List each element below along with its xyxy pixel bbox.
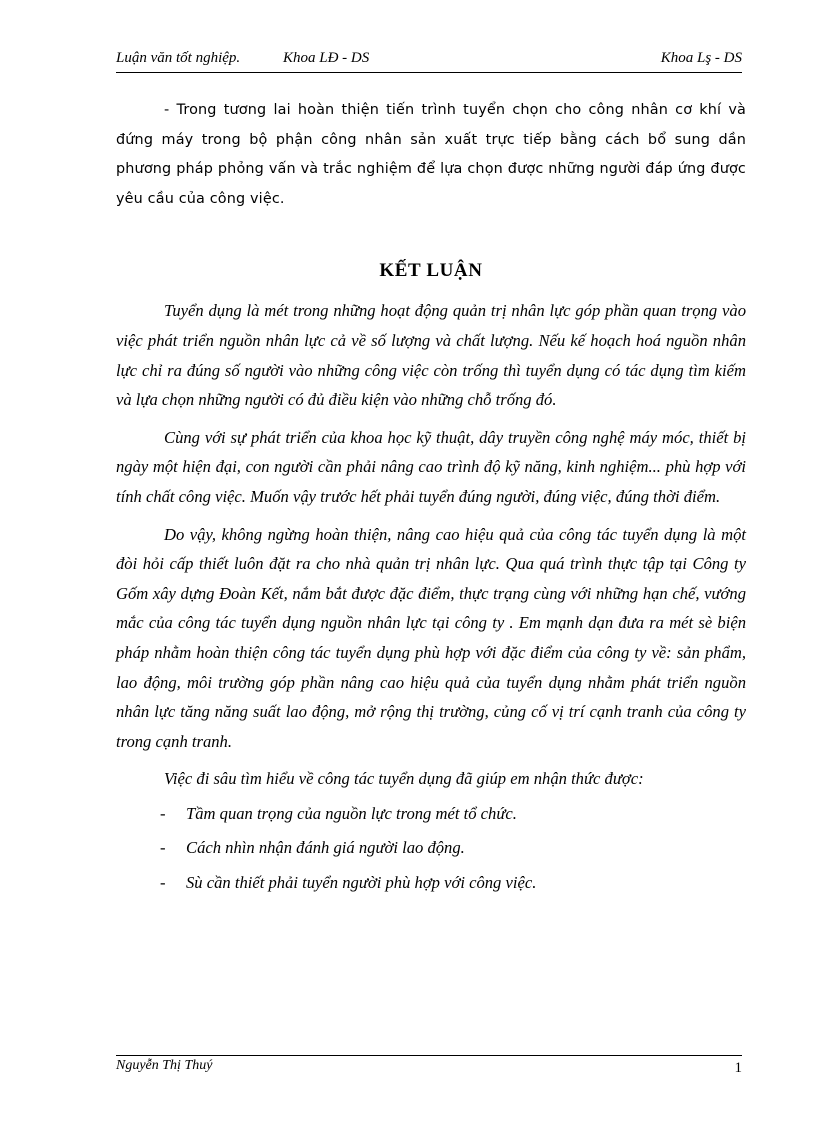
conclusion-paragraph-4: Việc đi sâu tìm hiểu về công tác tuyển dụng đã giúp em nhận thức được: (164, 769, 644, 789)
list-dash: - (160, 803, 166, 823)
document-body (116, 96, 746, 903)
conclusion-paragraph-2: Cùng với sự phát triển của khoa học kỹ thuật, dây truyền công nghệ máy móc, thiết bị ngày một hiện đại, con người cần phải nâng cao trình độ kỹ năng, kinh nghiệm... phù hợp với tính chất công việc. Muốn vậy trước hết phải tuyển đúng người, đúng việc, đúng thời điểm. (116, 427, 746, 506)
header-faculty-label-right: Khoa Lş - DS (660, 50, 742, 66)
list-item (116, 868, 746, 898)
list-item (116, 799, 746, 829)
conclusion-paragraph-3: Do vậy, không ngừng hoàn thiện, nâng cao hiệu quả của công tác tuyển dụng là một đòi hỏi cấp thiết luôn đặt ra cho nhà quản trị nhân lực. Qua quá trình thực tập tại Công ty Gốm xây dựng Đoàn Kết, nắm bắt được đặc điểm, thực trạng cùng với những hạn chế, vướng mắc của công tác tuyển dụng nguồn nhân lực tại công ty . Em mạnh dạn đưa ra mét sè biện pháp nhằm hoàn thiện công tác tuyển dụng phù hợp với đặc điểm của công ty về: sản phẩm, lao động, môi trường góp phần nâng cao hiệu quả của tuyển dụng nhằm phát triển nguồn nhân lực tăng năng suất lao động, mở rộng thị trường, củng cố vị trí cạnh tranh của công ty trong cạnh tranh. (116, 524, 746, 751)
page-header (116, 50, 742, 73)
list-dash: - (160, 873, 166, 893)
list-item-text: Sù cần thiết phải tuyển người phù hợp với công việc. (186, 873, 537, 893)
list-item (116, 833, 746, 863)
list-dash: - (160, 838, 166, 858)
header-faculty-label: Khoa LĐ - DS (283, 50, 370, 66)
page-number: 1 (734, 1060, 742, 1076)
section-heading: KẾT LUẬN (379, 260, 483, 282)
header-thesis-label: Luận văn tốt nghiệp. (116, 50, 241, 66)
awareness-list (116, 799, 746, 898)
page-footer (116, 1055, 742, 1078)
conclusion-paragraph-1: Tuyển dụng là mét trong những hoạt động quản trị nhân lực góp phần quan trọng vào việc phát triển nguồn nhân lực cả về số lượng và chất lượng. Nếu kế hoạch hoá nguồn nhân lực chỉ ra đúng số người vào những công việc còn trống thì tuyển dụng có tác dụng tìm kiếm và lựa chọn những người có đủ điều kiện vào những chỗ trống đó. (116, 301, 746, 410)
footer-author: Nguyễn Thị Thuý (116, 1058, 213, 1073)
list-item-text: Tầm quan trọng của nguồn lực trong mét tổ chức. (186, 803, 517, 823)
intro-paragraph: - Trong tương lai hoàn thiện tiến trình tuyển chọn cho công nhân cơ khí và đứng máy trong bộ phận công nhân sản xuất trực tiếp bằng cách bổ sung dần phương pháp phỏng vấn và trắc nghiệm để lựa chọn được những người đáp ứng được yêu cầu của công việc. (116, 102, 746, 207)
list-item-text: Cách nhìn nhận đánh giá người lao động. (186, 838, 465, 858)
